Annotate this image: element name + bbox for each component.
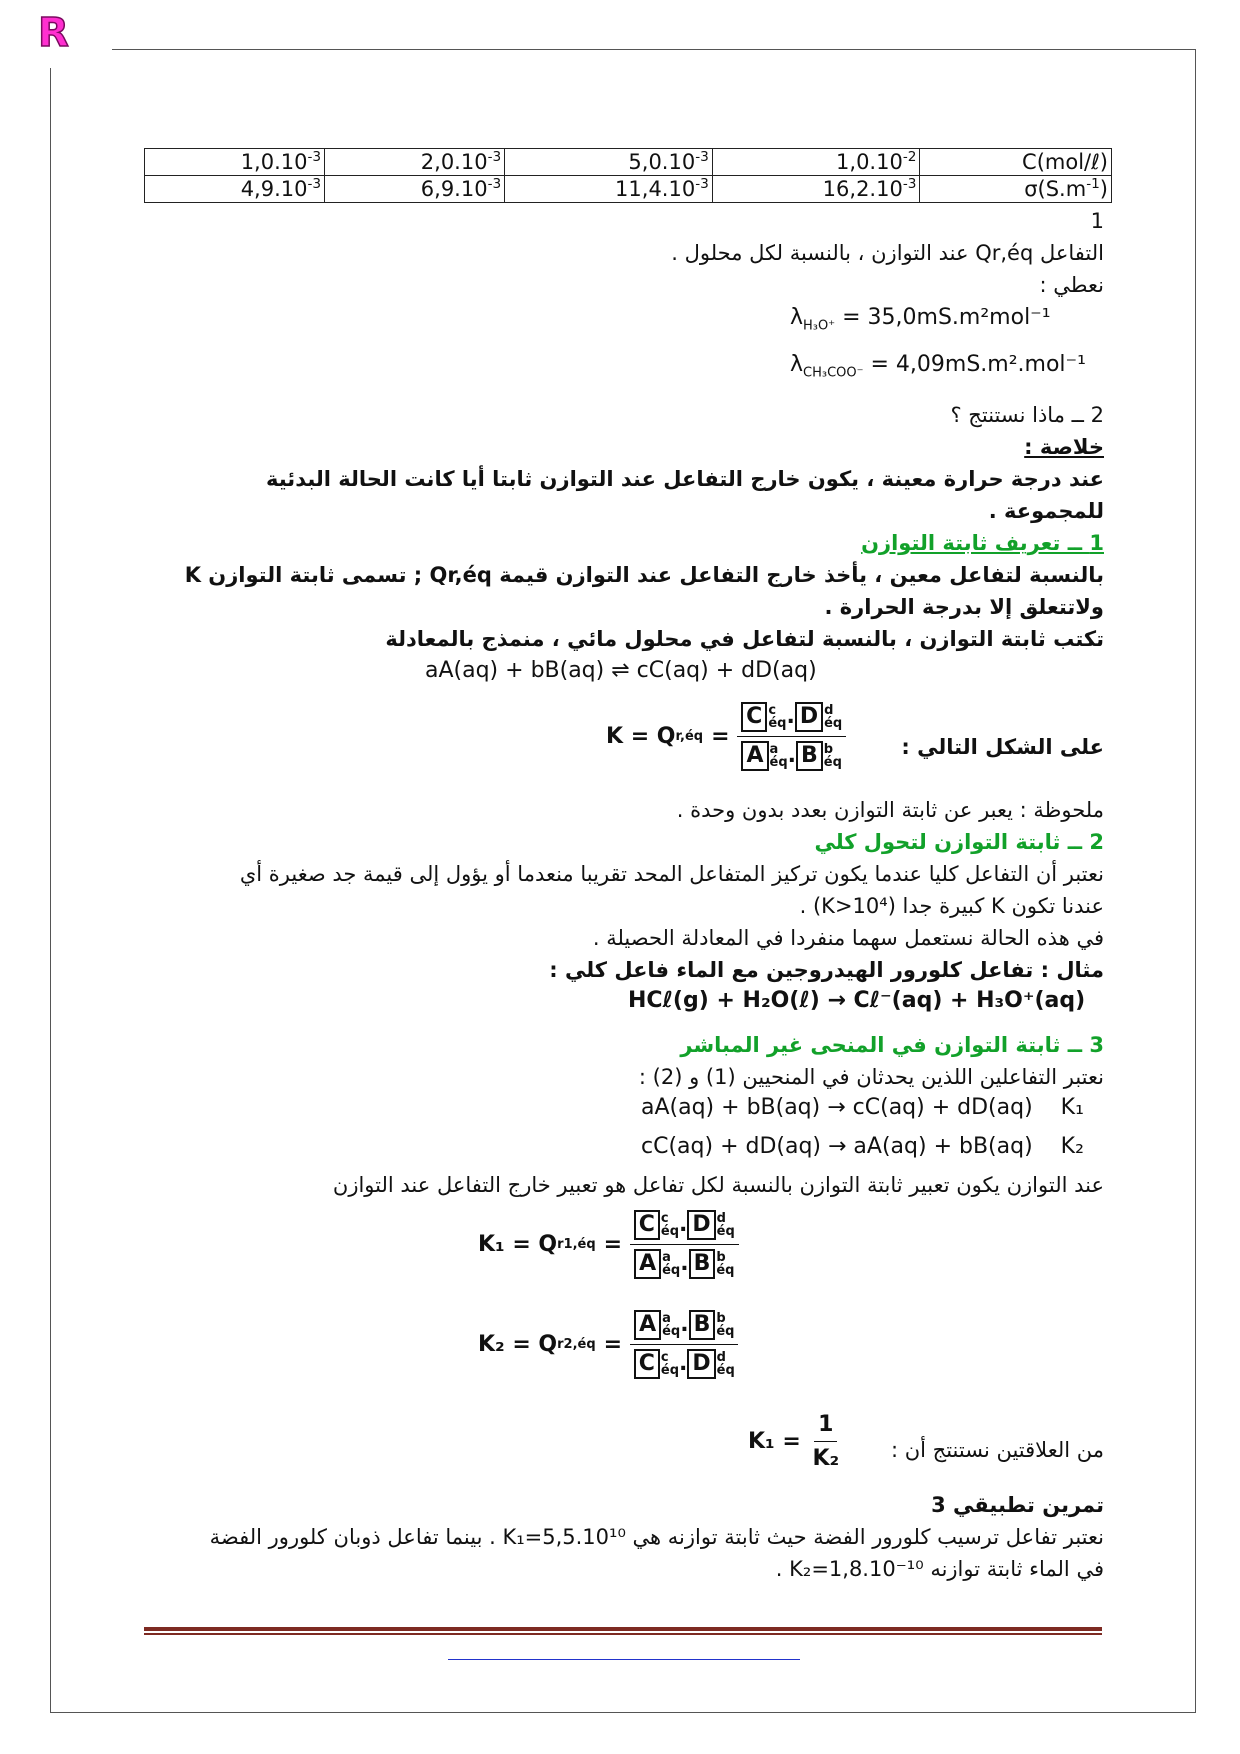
- example-equation: HCℓ(g) + H₂O(ℓ) → Cℓ⁻(aq) + H₃O⁺(aq): [628, 988, 1086, 1013]
- section-1-line-3: تكتب ثابتة التوازن ، بالنسبة لتفاعل في محلول مائي ، منمذج بالمعادلة: [385, 627, 1104, 651]
- table-cell: $5,0.10^{-3}$: [505, 149, 713, 176]
- lambda-ch3coo: $\lambda_{CH_3COO^-} = 4,09mS.m^2.mol^{-1}$: [790, 352, 1086, 381]
- table-cell: $11,4.10^{-3}$: [505, 176, 713, 203]
- table-cell: $16,2.10^{-3}$: [712, 176, 920, 203]
- summary-title: خلاصة :: [1024, 435, 1104, 459]
- k2-formula: K₂ = Q r2,éq = A a éq . B b éq C c éq . D d éq: [478, 1310, 739, 1379]
- table-cell: $1,0.10^{-3}$: [145, 149, 325, 176]
- table-row: [145, 176, 1112, 203]
- table-cell: $2,0.10^{-3}$: [325, 149, 505, 176]
- reverse-equation: cC(aq) + dD(aq) → aA(aq) + bB(aq) K₂: [641, 1134, 1084, 1159]
- section-1-line-1: بالنسبة لتفاعل معين ، يأخذ خارج التفاعل عند التوازن قيمة Qr,éq ; تسمى ثابتة التوازن K: [184, 563, 1104, 587]
- table-cell: $6,9.10^{-3}$: [325, 176, 505, 203]
- lambda-h3o: $\lambda_{H_3O^+} = 35,0mS.m^2mol^{-1}$: [790, 305, 1051, 334]
- question-2-text: 2 ــ ماذا نستنتج ؟: [950, 403, 1104, 427]
- forward-equation: aA(aq) + bB(aq) → cC(aq) + dD(aq) K₁: [641, 1095, 1084, 1120]
- exercise-line-2: في الماء ثابتة توازنه K₂=1,8.10⁻¹⁰ .: [775, 1557, 1104, 1581]
- section-3-line-2: عند التوازن يكون تعبير ثابتة التوازن بالنسبة لكل تفاعل هو تعبير خارج التفاعل عند التوازن: [332, 1173, 1104, 1197]
- question-1-number: 1: [1090, 209, 1104, 233]
- site-logo: R: [38, 10, 69, 56]
- footer-rule: [144, 1627, 1102, 1631]
- summary-line-1: عند درجة حرارة معينة ، يكون خارج التفاعل عند التوازن ثابتا أيا كانت الحالة البدئية: [266, 467, 1104, 491]
- relation-formula: K₁ = $\frac{1}{\text{K₂}}$: [748, 1412, 840, 1471]
- table-cell: $4,9.10^{-3}$: [145, 176, 325, 203]
- section-1-title: 1 ــ تعريف ثابتة التوازن: [861, 531, 1104, 555]
- frame-right-line: [1195, 49, 1196, 1713]
- frame-left-line: [50, 68, 51, 1712]
- table-row-header: C(mol/ℓ): [920, 149, 1112, 176]
- footer-link-underline[interactable]: [448, 1659, 800, 1660]
- k1-formula: K₁ = Q r1,éq = C c éq . D d éq A a éq . B b éq: [478, 1210, 739, 1279]
- footer-rule-thin: [144, 1633, 1102, 1635]
- section-1-line-2: ولاتتعلق إلا بدرجة الحرارة .: [824, 595, 1104, 619]
- table-row-header: $\sigma(S.m^{-1})$: [920, 176, 1112, 203]
- section-2-line-2: عندنا تكون K كبيرة جدا (K>10⁴) .: [799, 894, 1104, 918]
- frame-top-line: [112, 49, 1195, 50]
- section-3-line-1: نعتبر التفاعلين اللذين يحدثان في المنحيين (1) و (2) :: [638, 1065, 1104, 1089]
- question-1-text: التفاعل Qr,éq عند التوازن ، بالنسبة لكل محلول .: [671, 241, 1104, 265]
- measurements-table: [144, 148, 1112, 203]
- exercise-line-1: نعتبر تفاعل ترسيب كلورور الفضة حيث ثابتة توازنه هي K₁=5,5.10¹⁰ . بينما تفاعل ذوبان كلورور الفضة: [209, 1525, 1104, 1549]
- section-2-line-3: في هذه الحالة نستعمل سهما منفردا في المعادلة الحصيلة .: [592, 926, 1104, 950]
- general-equation: aA(aq) + bB(aq) ⇌ cC(aq) + dD(aq): [425, 658, 817, 683]
- exercise-title: تمرين تطبيقي 3: [931, 1493, 1104, 1517]
- example-text: مثال : تفاعل كلورور الهيدروجين مع الماء فاعل كلي :: [549, 958, 1104, 982]
- section-2-line-1: نعتبر أن التفاعل كليا عندما يكون تركيز المتفاعل المحد تقريبا منعدما أو يؤول إلى قيمة جد صغيرة أي: [239, 862, 1104, 886]
- section-2-title: 2 ــ ثابتة التوازن لتحول كلي: [814, 830, 1104, 854]
- note-text: ملحوظة : يعبر عن ثابتة التوازن بعدد بدون وحدة .: [676, 798, 1104, 822]
- table-row: [145, 149, 1112, 176]
- section-3-title: 3 ــ ثابتة التوازن في المنحى غير المباشر: [680, 1033, 1104, 1057]
- given-label: نعطي :: [1039, 273, 1104, 297]
- frame-bottom-line: [50, 1712, 1196, 1713]
- k-definition-formula: K = Q r,éq = C c éq . D d éq A a éq . B b éq: [606, 702, 846, 771]
- relation-label: من العلاقتين نستنتج أن :: [890, 1438, 1104, 1462]
- table-cell: $1,0.10^{-2}$: [712, 149, 920, 176]
- summary-line-2: للمجموعة .: [988, 499, 1104, 523]
- form-label: على الشكل التالي :: [901, 735, 1104, 759]
